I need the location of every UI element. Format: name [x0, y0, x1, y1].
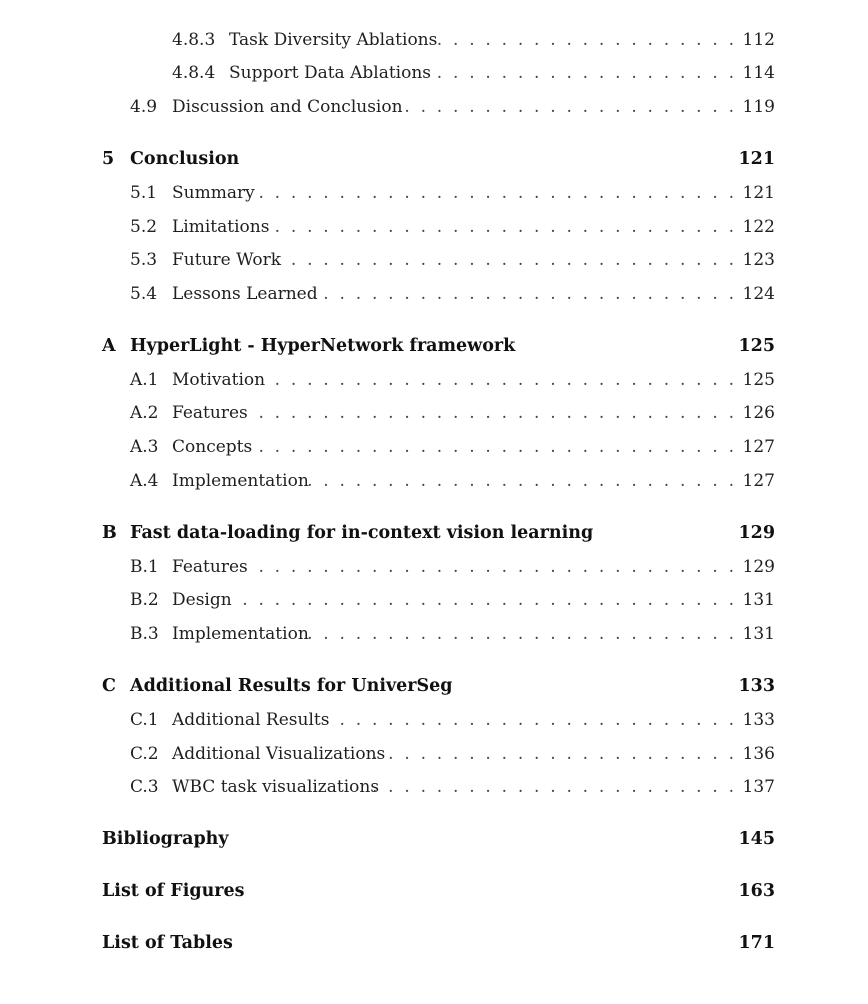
dot-leader	[256, 178, 734, 208]
toc-chapter-page: 121	[738, 149, 775, 169]
toc-entry-number: 5.1	[130, 183, 158, 203]
toc-entry-number: B.2	[130, 590, 159, 610]
toc-entry-page: 126	[742, 403, 775, 423]
dot-leader	[280, 245, 734, 275]
toc-entry-b-3[interactable]	[0, 619, 868, 649]
toc-entry-a-2[interactable]	[0, 398, 868, 428]
toc-entry-page: 123	[742, 250, 775, 270]
dot-leader	[392, 92, 734, 122]
dot-leader	[330, 705, 734, 735]
dot-leader	[374, 772, 734, 802]
toc-entry-title: Additional Visualizations	[172, 744, 386, 764]
toc-entry-5-1[interactable]	[0, 178, 868, 208]
toc-entry-page: 122	[742, 217, 775, 237]
toc-chapter-list-of-figures[interactable]	[0, 876, 868, 906]
toc-entry-c-1[interactable]	[0, 705, 868, 735]
toc-chapter-5[interactable]	[0, 144, 868, 174]
toc-entry-number: 4.8.4	[172, 63, 216, 83]
toc-chapter-c[interactable]	[0, 671, 868, 701]
toc-entry-4-8-3[interactable]	[0, 25, 868, 55]
toc-entry-title: Discussion and Conclusion	[172, 97, 403, 117]
toc-entry-5-3[interactable]	[0, 245, 868, 275]
toc-entry-number: 5.3	[130, 250, 158, 270]
toc-entry-title: Lessons Learned	[172, 284, 318, 304]
toc-entry-number: 5.4	[130, 284, 158, 304]
toc-entry-c-2[interactable]	[0, 739, 868, 769]
dot-leader	[306, 466, 734, 496]
toc-chapter-page: 163	[738, 881, 775, 901]
toc-entry-a-4[interactable]	[0, 466, 868, 496]
toc-entry-title: Motivation	[172, 370, 266, 390]
toc-entry-number: B.3	[130, 624, 159, 644]
toc-entry-title: Future Work	[172, 250, 282, 270]
toc-entry-title: Summary	[172, 183, 255, 203]
toc-entry-page: 131	[742, 624, 775, 644]
toc-entry-title: Task Diversity Ablations	[229, 30, 438, 50]
toc-entry-page: 121	[742, 183, 775, 203]
toc-chapter-title: Fast data-loading for in-context vision learning	[130, 523, 594, 543]
dot-leader	[268, 365, 734, 395]
toc-entry-page: 125	[742, 370, 775, 390]
toc-chapter-list-of-tables[interactable]	[0, 928, 868, 958]
dot-leader	[250, 432, 734, 462]
toc-chapter-title: List of Tables	[102, 933, 233, 953]
toc-chapter-page: 125	[738, 336, 775, 356]
toc-entry-page: 133	[742, 710, 775, 730]
dot-leader	[272, 212, 734, 242]
toc-entry-page: 136	[742, 744, 775, 764]
toc-entry-b-1[interactable]	[0, 552, 868, 582]
toc-entry-a-1[interactable]	[0, 365, 868, 395]
toc-entry-title: Limitations	[172, 217, 270, 237]
toc-chapter-a[interactable]	[0, 331, 868, 361]
toc-chapter-number: 5	[102, 149, 115, 169]
toc-entry-title: Design	[172, 590, 232, 610]
dot-leader	[306, 279, 734, 309]
toc-entry-page: 137	[742, 777, 775, 797]
toc-entry-page: 112	[742, 30, 775, 50]
toc-entry-4-8-4[interactable]	[0, 58, 868, 88]
toc-entry-page: 124	[742, 284, 775, 304]
toc-chapter-b[interactable]	[0, 518, 868, 548]
toc-entry-number: A.4	[130, 471, 159, 491]
dot-leader	[430, 58, 734, 88]
toc-entry-c-3[interactable]	[0, 772, 868, 802]
toc-entry-4-9[interactable]	[0, 92, 868, 122]
dot-leader	[436, 25, 734, 55]
toc-chapter-title: Conclusion	[130, 149, 240, 169]
toc-entry-page: 127	[742, 471, 775, 491]
toc-entry-title: Concepts	[172, 437, 253, 457]
toc-chapter-title: HyperLight - HyperNetwork framework	[130, 336, 516, 356]
toc-chapter-page: 133	[738, 676, 775, 696]
toc-chapter-number: B	[102, 523, 117, 543]
dot-leader	[250, 398, 734, 428]
toc-chapter-page: 129	[738, 523, 775, 543]
toc-entry-a-3[interactable]	[0, 432, 868, 462]
toc-entry-title: Features	[172, 557, 248, 577]
toc-entry-title: Additional Results	[172, 710, 330, 730]
toc-entry-number: C.2	[130, 744, 159, 764]
toc-entry-page: 129	[742, 557, 775, 577]
toc-chapter-bibliography[interactable]	[0, 824, 868, 854]
toc-entry-page: 131	[742, 590, 775, 610]
toc-entry-title: Support Data Ablations	[229, 63, 431, 83]
toc-chapter-title: List of Figures	[102, 881, 245, 901]
toc-chapter-title: Additional Results for UniverSeg	[130, 676, 453, 696]
toc-chapter-title: Bibliography	[102, 829, 229, 849]
toc-entry-page: 127	[742, 437, 775, 457]
toc-chapter-page: 171	[738, 933, 775, 953]
toc-entry-number: B.1	[130, 557, 159, 577]
toc-entry-title: WBC task visualizations	[172, 777, 380, 797]
dot-leader	[306, 619, 734, 649]
dot-leader	[250, 552, 734, 582]
toc-entry-number: C.1	[130, 710, 159, 730]
toc-entry-number: C.3	[130, 777, 159, 797]
toc-chapter-number: C	[102, 676, 116, 696]
toc-entry-number: A.2	[130, 403, 159, 423]
toc-entry-title: Implementation	[172, 624, 309, 644]
toc-entry-title: Implementation	[172, 471, 309, 491]
toc-entry-number: 5.2	[130, 217, 158, 237]
toc-entry-title: Features	[172, 403, 248, 423]
dot-leader	[234, 585, 734, 615]
toc-entry-number: A.1	[130, 370, 159, 390]
dot-leader	[374, 739, 734, 769]
toc-entry-page: 114	[742, 63, 775, 83]
toc-entry-b-2[interactable]	[0, 585, 868, 615]
toc-entry-number: 4.9	[130, 97, 158, 117]
toc-chapter-number: A	[102, 336, 116, 356]
toc-entry-page: 119	[742, 97, 775, 117]
toc-entry-5-4[interactable]	[0, 279, 868, 309]
toc-entry-number: 4.8.3	[172, 30, 216, 50]
toc-entry-5-2[interactable]	[0, 212, 868, 242]
toc-chapter-page: 145	[738, 829, 775, 849]
toc-entry-number: A.3	[130, 437, 159, 457]
